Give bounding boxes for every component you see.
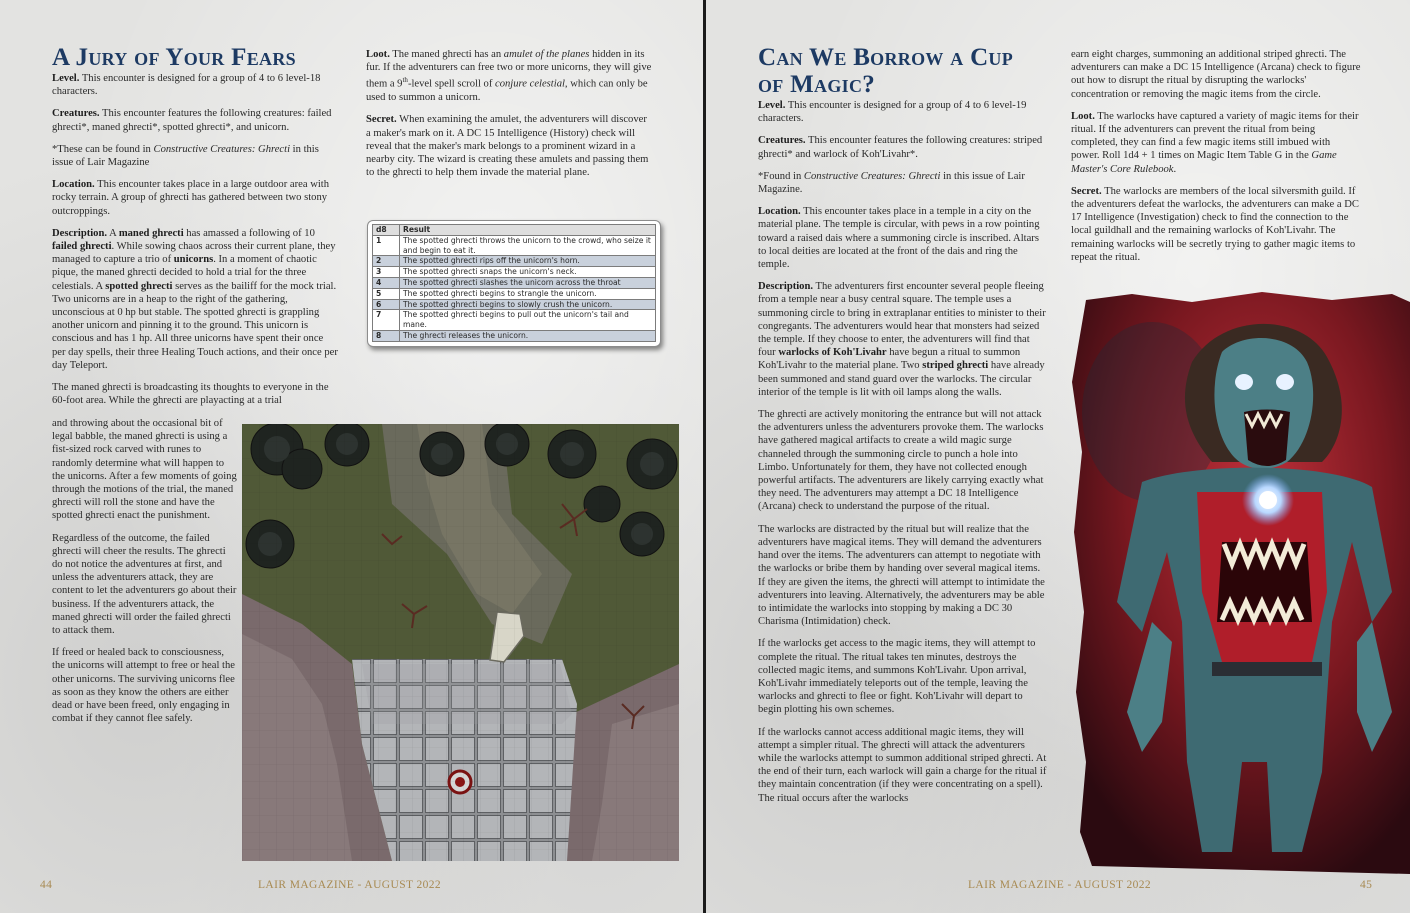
footnote-paragraph: *These can be found in Constructive Creatures: Ghrecti in this issue of Lair Magazine	[52, 143, 319, 169]
d8-result-table-card	[367, 220, 661, 347]
loot-paragraph-right: Loot. The warlocks have captured a variety of magic items for their ritual. If the adventurers can prevent the ritual from being completed, they can find a few magic items still imbued with power. Roll 1d4 + 1 times on Magic Item Table G in the Game Master's Core Rulebook.	[1071, 110, 1359, 175]
d8-result-table	[372, 224, 656, 342]
footnote-paragraph-right: *Found in Constructive Creatures: Ghrecti in this issue of Lair Magazine.	[758, 170, 1025, 196]
table-row: 6 The spotted ghrecti begins to slowly crush the unicorn.	[373, 299, 656, 310]
secret-paragraph-right: Secret. The warlocks are members of the local silversmith guild. If the adventurers defeat the warlocks, the adventurers can make a DC 17 Intelligence (Investigation) check to find the connection to the local guildhall and the remaining warlocks of Koh'Livahr. The remaining warlocks will be secretly trying to gather magic items to repeat the ritual.	[1071, 185, 1359, 263]
creatures-paragraph: Creatures. This encounter features the following creatures: failed ghrecti*, maned ghrecti*, spotted ghrecti*, and unicorn.	[52, 108, 332, 133]
battle-map-image	[242, 424, 679, 861]
access-paragraph: If the warlocks get access to the magic items, they will attempt to complete the ritual. The ritual takes ten minutes, destroys the collected magic items, and summons Koh'Livahr. Upon arrival, Koh'Livahr immediately teleports out of the temple, leaving the warlocks and ghrecti to flee or fight. Koh'Livahr will depart to begin plotting his own schemes.	[758, 638, 1036, 716]
left-footer-title: LAIR MAGAZINE - AUGUST 2022	[258, 879, 442, 891]
regardless-paragraph: Regardless of the outcome, the failed ghrecti will cheer the results. The ghrecti do not notice the adventures at first, and unless the adventurers attack, they are content to let the adventurers go about their business. If the adventurers attack, the maned ghrecti will order the failed ghrecti to attack them.	[52, 532, 237, 637]
encounter-title: A Jury of Your Fears	[52, 44, 296, 71]
left-column-1	[52, 44, 338, 407]
table-row: 8 The ghrecti releases the unicorn.	[373, 330, 656, 341]
left-column-1-narrow	[52, 417, 237, 734]
distracted-paragraph: The warlocks are distracted by the ritual but will realize that the adventurers have magical items. They will demand the adventurers hand over the items. The adventurers can attempt to negotiate with the warlocks or bribe them by handing over several magical items. If they are given the items, the ghrecti will attempt to intimidate the adventurers into leaving. Alternatively, the adventurers may be able to intimidate the warlocks into stopping by making a DC 30 Charisma (Intimidation) check.	[758, 523, 1045, 628]
level-paragraph: Level. This encounter is designed for a group of 4 to 6 level-18 characters.	[52, 73, 321, 98]
description-paragraph-right: Description. The adventurers first encounter several people fleeing from a temple near a busy central square. The temple uses a summoning circle to bring in extraplanar entities to minister to their congregants. The adventurers would hear that monsters had seized the temple. If they choose to enter, the adventurers will find that four warlocks of Koh'Livahr have begun a ritual to summon Koh'Livahr to the material plane. Two striped ghrecti have already been summoned and stand guard over the warlocks. The circular interior of the temple is lit with oil lamps along the walls.	[758, 281, 1046, 398]
description-paragraph: Description. A maned ghrecti has amassed a following of 10 failed ghrecti. While sowing chaos across their current plane, they managed to capture a trio of unicorns. In a moment of chaotic pique, the maned ghrecti decided to hold a trial for the three celestials. A spotted ghrecti serves as the bailiff for the mock trial. Two unicorns are in a heap to the right of the gathering, unconscious at 0 hp but stable. The spotted ghrecti is grappling another unicorn and pinning it to the ground. This unicorn is conscious and has 1 hp. All three unicorns have spent their once per day spells, their three Healing Touch actions, and their once per day Teleport.	[52, 227, 338, 371]
ghrecti-illustration	[1072, 292, 1410, 874]
right-column-2	[1071, 48, 1361, 273]
cannot-paragraph: If the warlocks cannot access additional magic items, they will attempt a simpler ritual. The ghrecti will attack the adventurers while the warlocks attempt to summon additional striped ghrecti. At the end of their turn, each warlock will gain a charge for the ritual if they maintain concentration (if they were concentrating on a spell). The ritual occurs after the warlocks	[758, 726, 1047, 804]
right-page-number: 45	[1360, 879, 1373, 891]
left-column-2	[366, 48, 654, 188]
loot-paragraph: Loot. The maned ghrecti has an amulet of the planes hidden in its fur. If the adventurers can free two or more unicorns, they will give them a 9th-level spell scroll of conjure celestial, which can only be used to summon a unicorn.	[366, 49, 652, 104]
right-footer-title: LAIR MAGAZINE - AUGUST 2022	[968, 879, 1152, 891]
level-paragraph-right: Level. This encounter is designed for a group of 4 to 6 level-19 characters.	[758, 100, 1027, 125]
freed-paragraph: If freed or healed back to consciousness, the unicorns will attempt to free or heal the other unicorns. The surviving unicorns flee as soon as they know the others are either dead or have been freed, only engaging in combat if they cannot flee safely.	[52, 647, 235, 725]
table-header-row	[373, 225, 656, 236]
location-paragraph: Location. This encounter takes place in a large outdoor area with rocky terrain. A group of ghrecti has gathered between two stony outcroppings.	[52, 179, 330, 217]
charges-paragraph: earn eight charges, summoning an additional striped ghrecti. The adventurers can make a DC 15 Intelligence (Arcana) check to figure out how to disrupt the ritual by disrupting the warlocks' concentration or removing the magic items from the circle.	[1071, 49, 1361, 100]
broadcast-paragraph-bottom: and throwing about the occasional bit of legal babble, the maned ghrecti is using a fist-sized rock carved with runes to randomly determine what will happen to the unicorns. After a few moments of going through the motions of the trial, the maned ghrecti will roll the stone and have the spotted ghrecti enact the punishment.	[52, 418, 237, 522]
creatures-paragraph-right: Creatures. This encounter features the following creatures: striped ghrecti* and warlock of Koh'Livahr*.	[758, 135, 1043, 160]
monitoring-paragraph: The ghrecti are actively monitoring the entrance but will not attack the adventurers unless the adventurers provoke them. The warlocks have gathered magical artifacts to create a wild magic surge channeled through the summoning circle to punch a hole into Limbo. Unfortunately for them, they have not collected enough powerful artifacts. The adventurers are likely carrying exactly what they need. The adventurers may attempt a DC 18 Intelligence (Arcana) check to understand the purpose of the ritual.	[758, 409, 1044, 513]
encounter-title-right: Can We Borrow a Cup of Magic?	[758, 44, 1014, 98]
broadcast-paragraph-top: The maned ghrecti is broadcasting its thoughts to everyone in the 60-foot area. While the ghrecti are playacting at a trial	[52, 382, 329, 407]
table-row: 2 The spotted ghrecti rips off the unicorn's horn.	[373, 256, 656, 267]
location-paragraph-right: Location. This encounter takes place in a temple in a city on the material plane. The temple is circular, with pews in a row pointing toward a raised dais where a summoning circle is inscribed. Altars to local deities are located at the front of the dais and ring the temple.	[758, 206, 1040, 271]
right-column-1	[758, 44, 1048, 814]
table-row: 1 The spotted ghrecti throws the unicorn to the crowd, who seize it and begin to eat it.	[373, 235, 656, 256]
table-row: 4 The spotted ghrecti slashes the unicorn across the throat	[373, 277, 656, 288]
table-header-result: Result	[400, 225, 656, 236]
table-row: 7 The spotted ghrecti begins to pull out the unicorn's tail and mane.	[373, 310, 656, 331]
table-row: 3 The spotted ghrecti snaps the unicorn's neck.	[373, 267, 656, 278]
table-row: 5 The spotted ghrecti begins to strangle the unicorn.	[373, 288, 656, 299]
left-page-number: 44	[40, 879, 53, 891]
secret-paragraph: Secret. When examining the amulet, the adventurers will discover a maker's mark on it. A DC 15 Intelligence (History) check will reveal that the maker's mark belongs to a prominent wizard in a nearby city. The wizard is creating these amulets and passing them to the ghrecti to help them invade the material plane.	[366, 114, 649, 179]
table-header-die: d8	[373, 225, 400, 236]
